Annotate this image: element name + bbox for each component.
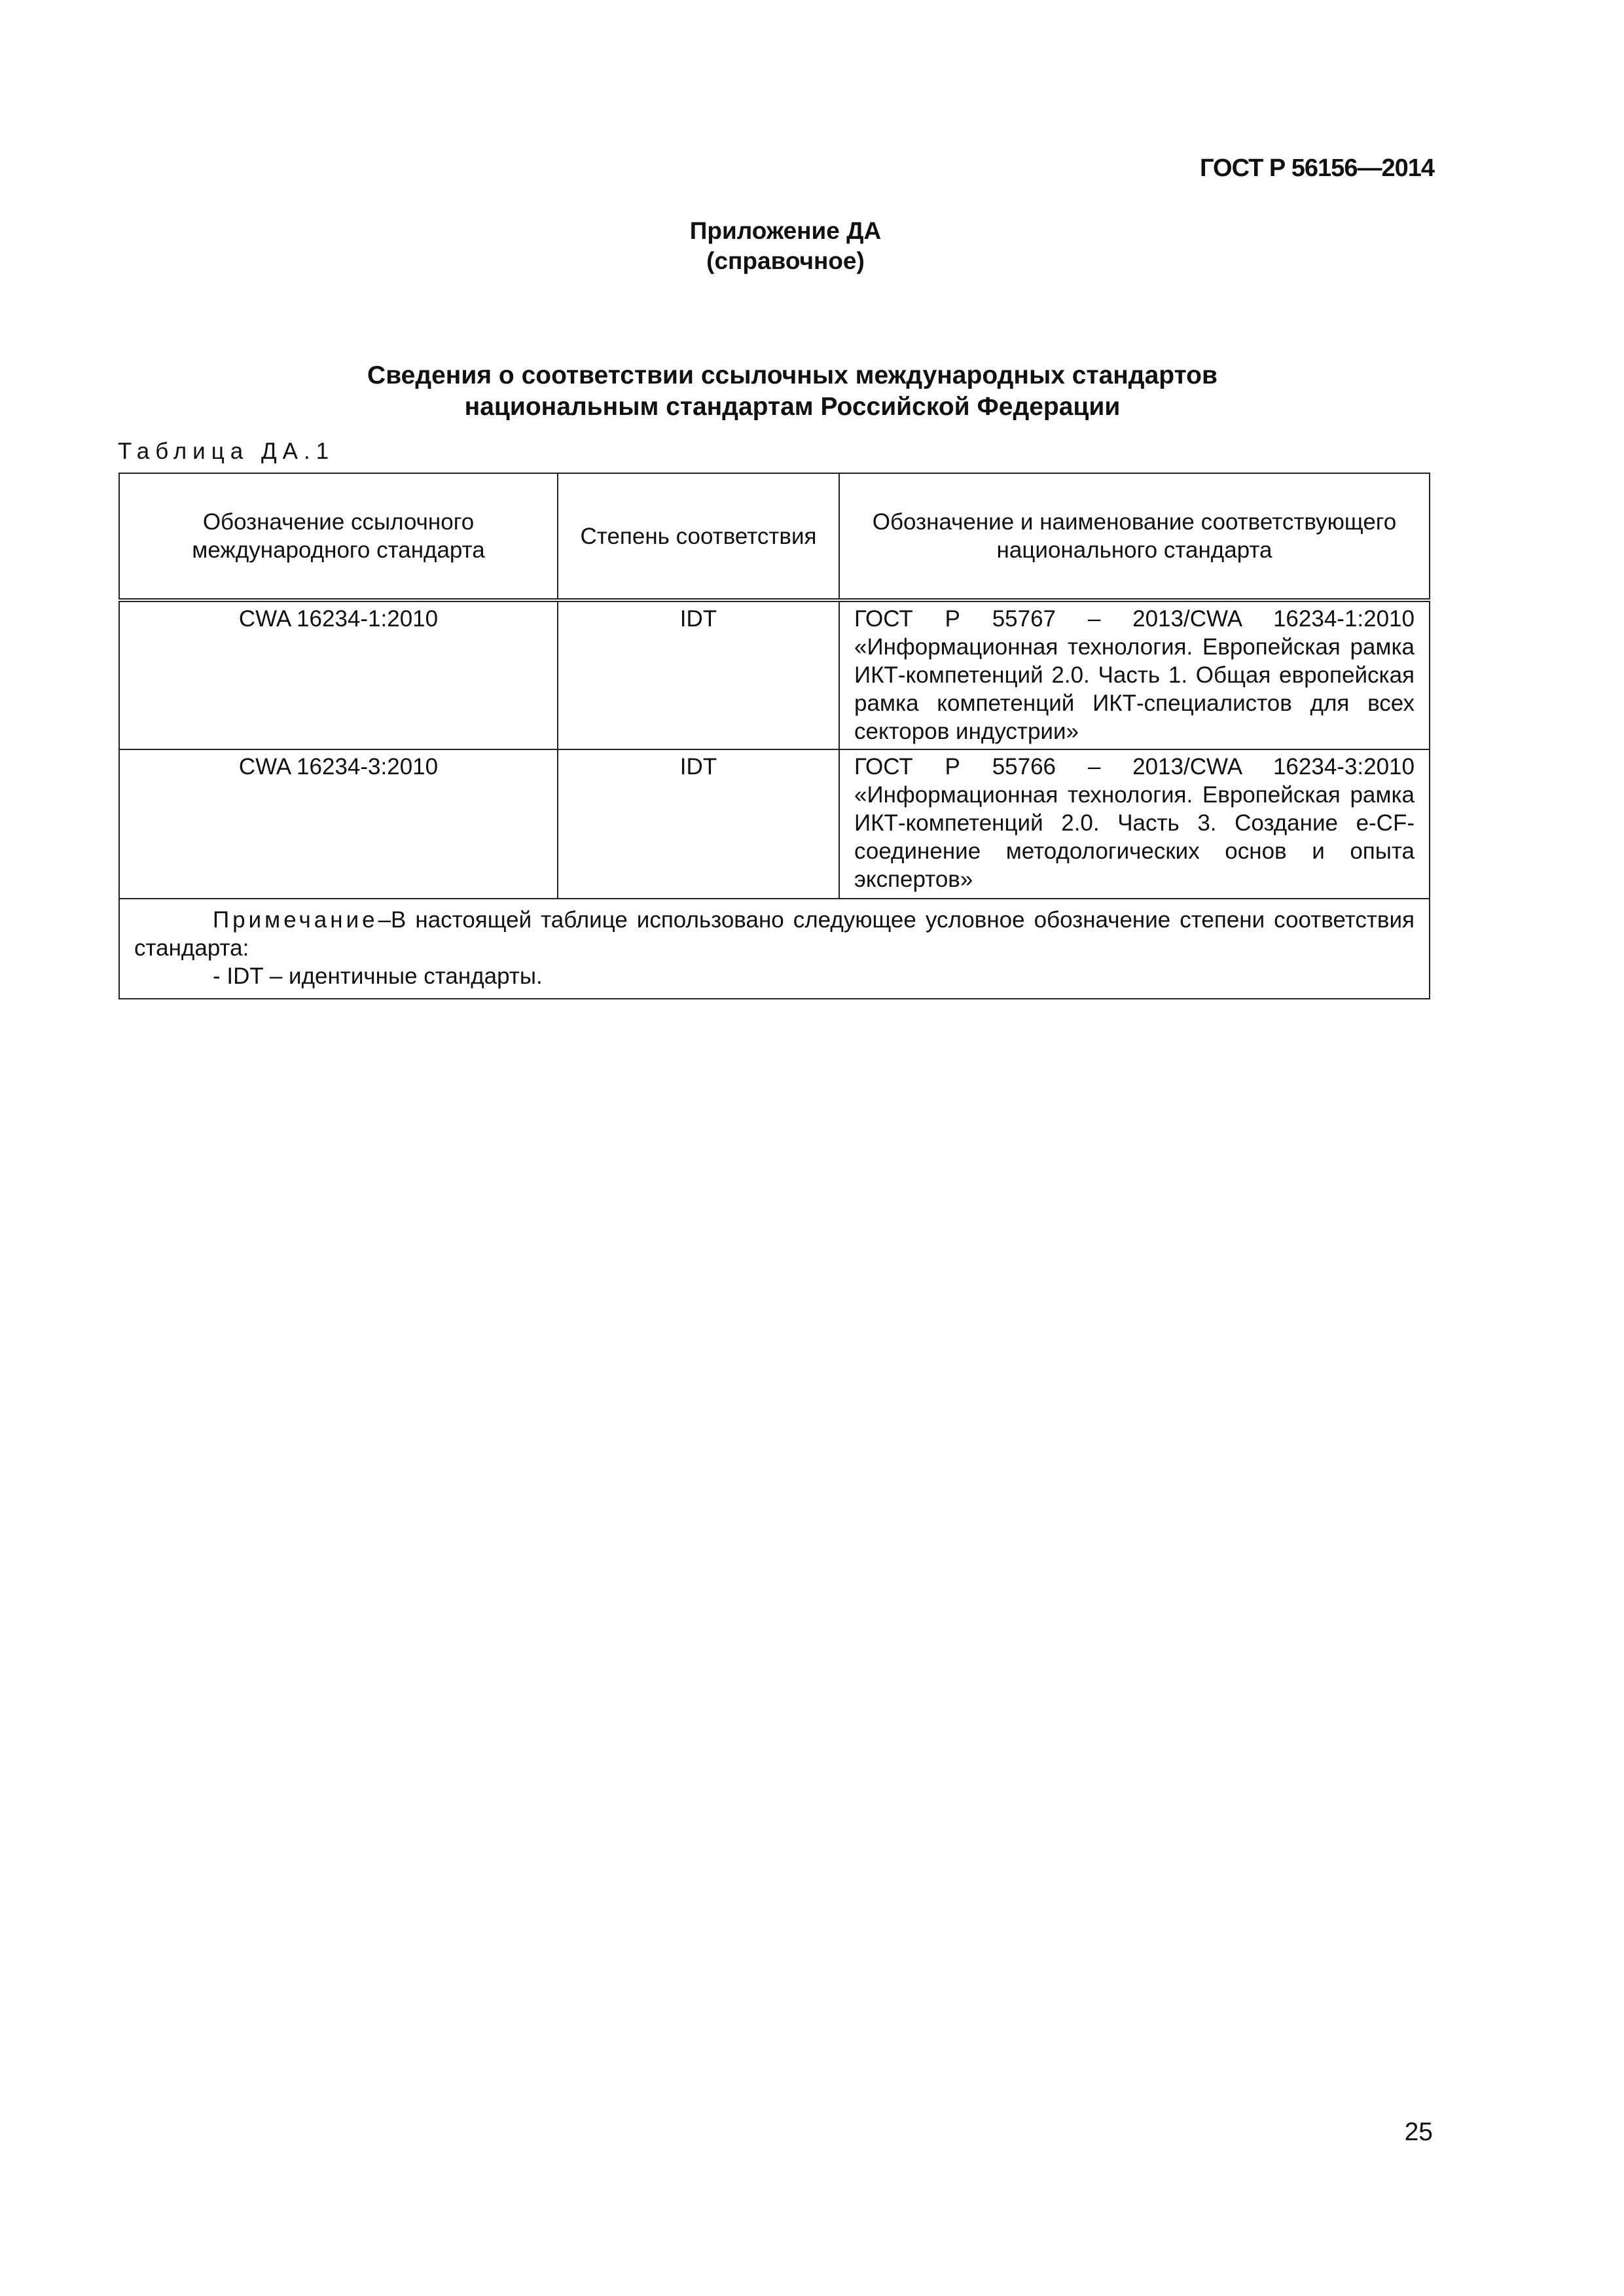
document-title-line-1: Сведения о соответствии ссылочных международных стандартов [367,361,1218,389]
table-note-row [119,899,1430,999]
standard-code: ГОСТ Р 56156—2014 [1200,154,1434,182]
header-degree: Степень соответствия [558,473,839,600]
page-number: 25 [1404,2118,1433,2146]
table-header-row [119,473,1430,600]
table-row [119,600,1430,749]
degree-cell: IDT [558,600,839,749]
note-text: –В настоящей таблице использовано следующее условное обозначение степени соответствия стандарта: [134,907,1415,961]
intl-standard-cell: CWA 16234-3:2010 [119,749,558,899]
table-row [119,749,1430,899]
document-title-line-2: национальным стандартам Российской Федерации [464,393,1121,421]
table-caption: Таблица ДА.1 [118,439,335,464]
national-standard-cell: ГОСТ Р 55766 – 2013/CWA 16234-3:2010 «Информационная технология. Европейская рамка ИКТ-компетенций 2.0. Часть 3. Создание e-CF-соединение методологических основ и опыта экспертов» [839,749,1430,899]
degree-cell: IDT [558,749,839,899]
standards-correspondence-table [118,473,1430,999]
appendix-heading [0,216,1571,276]
national-standard-cell: ГОСТ Р 55767 – 2013/CWA 16234-1:2010 «Информационная технология. Европейская рамка ИКТ-компетенций 2.0. Часть 1. Общая европейская рамка компетенций ИКТ-специалистов для всех секторов индустрии» [839,600,1430,749]
intl-standard-cell: CWA 16234-1:2010 [119,600,558,749]
header-intl-standard: Обозначение ссылочного международного стандарта [119,473,558,600]
appendix-subtitle: (справочное) [706,247,865,274]
document-title [0,360,1585,423]
table-note [119,899,1430,999]
appendix-title: Приложение ДА [689,217,882,244]
note-item: - IDT – идентичные стандарты. [213,963,543,989]
header-national-standard: Обозначение и наименование соответствующего национального стандарта [839,473,1430,600]
note-label: Примечание [213,907,378,933]
